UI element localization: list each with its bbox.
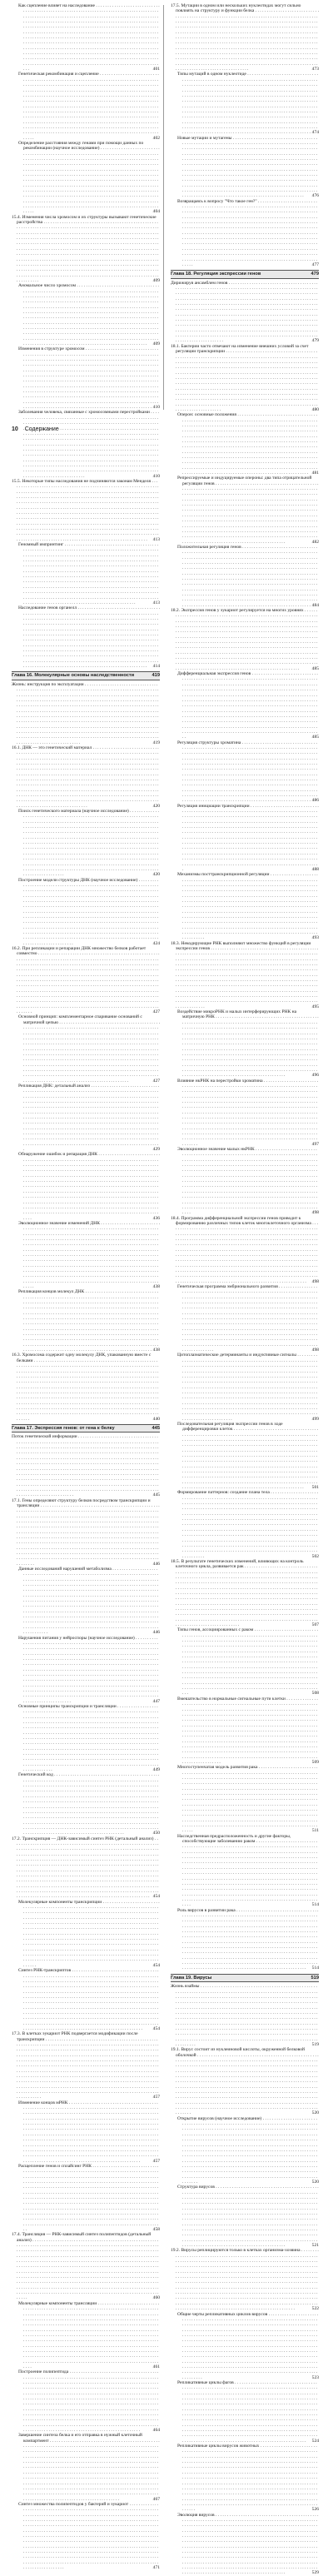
toc-subsection-entry[interactable]	[171, 412, 319, 476]
entry-page-number: 420	[152, 803, 160, 809]
entry-page-number: 498	[311, 1278, 319, 1284]
entry-page-number: 419	[152, 740, 160, 745]
toc-section-entry[interactable]	[12, 1836, 160, 1900]
entry-title: Построение модели структуры ДНК (научное исследование) . . .	[18, 878, 158, 946]
entry-title: 17.4. Трансляция — РНК-зависимый синтез полипептидов (детальный анализ) . . .	[12, 2232, 159, 2300]
toc-section-entry[interactable]	[12, 2031, 160, 2100]
entry-title: 15.5. Некоторые типы наследования не подчиняются законам Менделя . . .	[12, 479, 159, 542]
toc-subsection-entry[interactable]	[12, 1152, 160, 1220]
toc-section-entry[interactable]	[171, 1559, 319, 1627]
entry-page-number: 413	[152, 600, 160, 605]
entry-title: Генетический код . . .	[18, 1772, 159, 1836]
entry-title: Воздействие микроРНК и малых интерферирующих РНК на матричную РНК . . .	[177, 1009, 319, 1078]
entry-title: Возвращаясь к вопросу "Что такое ген?" . . .	[177, 199, 317, 267]
toc-subsection-entry[interactable]	[12, 1704, 160, 1772]
entry-title: Последовательная регуляция экспрессии генов в ходе дифференцировки клеток . . .	[177, 1422, 318, 1490]
entry-page-number: 446	[152, 1630, 160, 1636]
entry-title: Механизмы посттранскрипционной регуляции . . .	[177, 872, 318, 940]
entry-title: Расщепление генов и сплайсинг РНК . . .	[18, 2164, 158, 2232]
toc-subsection-entry[interactable]	[171, 2116, 319, 2185]
entry-page-number: 476	[311, 193, 319, 199]
entry-page-number: 509	[311, 1759, 319, 1765]
entry-page-number: 449	[152, 1767, 160, 1773]
toc-subsection-entry[interactable]	[12, 2502, 160, 2570]
entry-page-number: 440	[152, 1416, 160, 1422]
toc-subsection-entry[interactable]	[12, 2433, 160, 2501]
entry-page-number: 438	[152, 1284, 160, 1289]
toc-subsection-entry[interactable]	[171, 872, 319, 940]
toc-subsection-entry[interactable]	[12, 1221, 160, 1289]
entry-title: Положительная регуляция генов . . .	[177, 545, 317, 608]
toc-subsection-entry[interactable]	[12, 1900, 160, 1968]
chapter-title: Глава 17. Экспрессия генов: от гена к белку	[12, 1425, 115, 1431]
entry-page-number: 514	[311, 1966, 319, 1971]
entry-title: 18.1. Бактерии часто отвечают на изменение внешних условий за счет регуляции транскрипции . . .	[171, 344, 318, 412]
entry-title: 19.1. Вирус состоит из нуклеиновой кислоты, окруженной белковой оболочкой . . .	[171, 2047, 319, 2115]
toc-subsection-entry[interactable]	[12, 410, 160, 478]
page-number: 10	[12, 426, 18, 432]
running-title: Содержание	[24, 426, 59, 432]
entry-title: Поиск генетического материала (научное исследование) . . .	[18, 809, 159, 877]
entry-page-number: 477	[311, 262, 319, 267]
entry-title: Наследственная предрасположенность и другие факторы, способствующие заболеванию раком . . .	[177, 1834, 317, 1907]
toc-subsection-entry[interactable]	[171, 1147, 319, 1215]
entry-page-number: 524	[311, 2438, 319, 2444]
entry-page-number: 519	[311, 1975, 319, 1981]
entry-page-number: 498	[311, 1210, 319, 1216]
toc-subsection-entry[interactable]	[171, 1284, 319, 1353]
toc-subsection-entry[interactable]	[12, 1636, 160, 1704]
toc-subsection-entry[interactable]	[171, 136, 319, 199]
toc-subsection-entry[interactable]	[171, 199, 319, 267]
toc-subsection-entry[interactable]	[171, 1697, 319, 1765]
toc-section-entry[interactable]	[171, 2248, 319, 2311]
toc-section-entry[interactable]	[12, 1353, 160, 1421]
entry-title: Наследование генов органелл . . .	[18, 605, 160, 669]
entry-page-number: 520	[311, 2179, 319, 2185]
entry-title: 16.1. ДНК — это генетический материал . . .	[12, 745, 159, 809]
toc-subsection-entry[interactable]	[12, 346, 160, 410]
entry-title: Жизнь: инструкция по эксплуатации . . .	[12, 682, 159, 745]
entry-page-number: 480	[311, 406, 319, 412]
chapter-title: Глава 18. Регуляция экспрессии генов	[171, 272, 261, 277]
entry-title: Данные исследований нарушений метаболизма . . .	[18, 1567, 158, 1635]
entry-page-number: 404	[152, 209, 160, 215]
entry-page-number: 502	[311, 1553, 319, 1559]
toc-section-entry[interactable]	[171, 941, 319, 1009]
entry-page-number: 409	[152, 341, 160, 346]
toc-section-entry[interactable]	[12, 215, 160, 283]
entry-title: Оперон: основные положения . . .	[177, 412, 317, 476]
entry-title: Репликативные циклы фагов . . .	[177, 2380, 317, 2444]
entry-page-number: 485	[311, 665, 319, 671]
entry-page-number: 436	[152, 1215, 160, 1221]
toc-subsection-entry[interactable]	[171, 2513, 319, 2576]
entry-page-number: 420	[152, 872, 160, 878]
entry-title: Основной принцип: комплементарное спаривание оснований с матричной цепью . . .	[18, 1014, 160, 1083]
toc-subsection-entry[interactable]	[12, 809, 160, 877]
entry-page-number: 479	[311, 272, 319, 277]
entry-page-number: 473	[311, 67, 319, 72]
chapter-heading[interactable]	[171, 1974, 319, 1983]
entry-page-number: 457	[152, 2158, 160, 2164]
toc-section-entry[interactable]	[171, 1216, 319, 1284]
entry-page-number: 499	[311, 1416, 319, 1422]
toc-subsection-entry[interactable]	[12, 72, 160, 140]
toc-subsection-entry[interactable]	[12, 3, 160, 72]
entry-page-number: 474	[311, 130, 319, 136]
chapter-title: Глава 19. Вирусы	[171, 1975, 212, 1981]
chapter-heading[interactable]	[12, 671, 160, 680]
toc-section-entry[interactable]	[171, 2047, 319, 2115]
entry-title: Влияние нкРНК на перестройки хроматина . . .	[177, 1079, 318, 1147]
entry-page-number: 450	[152, 1831, 160, 1836]
entry-title: 17.1. Гены определяют структуру белков посредством транскрипции и трансляции . . .	[12, 1498, 160, 1567]
entry-title: Регуляция инициации транскрипции . . .	[177, 804, 319, 872]
entry-title: Формирование паттернов: создание плана тела . . .	[177, 1490, 318, 1558]
entry-title: Обнаружение ошибок и репарация ДНК . . .	[18, 1152, 160, 1220]
entry-page-number: 508	[311, 1691, 319, 1697]
toc-subsection-entry[interactable]	[12, 2164, 160, 2232]
entry-page-number: 486	[311, 798, 319, 804]
entry-title: Эволюционное значение изменений ДНК . . .	[18, 1221, 160, 1289]
entry-title: 18.3. Некодирующие РНК выполняют множество функций в регуляции экспрессии генов . . .	[171, 941, 318, 1009]
entry-title: 15.4. Изменения числа хромосом и их структуры вызывают генетические расстройства . . .	[12, 215, 159, 283]
entry-title: Молекулярные компоненты трансляции . . .	[18, 2301, 159, 2369]
toc-subsection-entry[interactable]	[171, 2444, 319, 2512]
entry-title: 17.3. В клетках эукариот РНК подвергается модификации после транскрипции . . .	[12, 2031, 159, 2100]
entry-title: Общие черты репликативных циклов вирусов . . .	[177, 2312, 318, 2380]
entry-title: Типы генов, ассоциированных с раком . . .	[177, 1627, 318, 1696]
entry-title: 18.5. В результате генетических изменений, влияющих на контроль клеточного цикла, развивается рак . . .	[171, 1559, 318, 1627]
toc-subsection-entry[interactable]	[12, 1968, 160, 2031]
entry-page-number: 507	[311, 1622, 319, 1627]
entry-page-number: 497	[311, 1141, 319, 1147]
entry-page-number: 479	[311, 338, 319, 344]
entry-title: Многоступенчатая модель развития рака . . .	[177, 1765, 318, 1833]
entry-page-number: 501	[311, 1485, 319, 1491]
entry-page-number: 471	[152, 2565, 160, 2570]
toc-subsection-entry[interactable]	[171, 2312, 319, 2380]
entry-title: Построение полипептида . . .	[18, 2369, 158, 2433]
entry-title: Заболевания человека, связанные с хромосомными перестройками . . .	[18, 410, 159, 478]
entry-title: Цитоплазматические детерминанты и индуктивные сигналы . . .	[177, 1353, 317, 1421]
entry-title: Репликация концов молекул ДНК . . .	[18, 1289, 158, 1353]
entry-title: Определение расстояния между генами при помощи данных по рекомбинации (научное исследование) . . .	[18, 141, 160, 214]
toc-subsection-entry[interactable]	[171, 740, 319, 804]
entry-page-number: 498	[311, 1348, 319, 1353]
entry-title: 17.5. Мутации в одном или нескольких нуклеотидах могут сильно повлиять на структуру и функции белка . . .	[171, 3, 319, 72]
entry-title: 18.2. Экспрессия генов у эукариот регулируется на многих уровнях . . .	[171, 608, 318, 671]
toc-right-column	[171, 3, 319, 2576]
toc-subsection-entry[interactable]	[171, 1079, 319, 1147]
chapter-title: Глава 16. Молекулярные основы наследственности	[12, 673, 135, 679]
entry-page-number: 410	[152, 405, 160, 411]
entry-page-number: 493	[311, 935, 319, 941]
entry-title: Генетическая рекомбинация и сцепление . . .	[18, 72, 159, 140]
toc-subsection-entry[interactable]	[12, 2301, 160, 2369]
toc-subsection-entry[interactable]	[171, 545, 319, 608]
entry-title: Вмешательство в нормальные сигнальные пути клетки . . .	[177, 1697, 318, 1765]
entry-page-number: 429	[152, 1147, 160, 1153]
entry-page-number: 529	[311, 2570, 319, 2576]
toc-section-entry[interactable]	[12, 1498, 160, 1567]
entry-page-number: 521	[311, 2243, 319, 2249]
toc-subsection-entry[interactable]	[171, 671, 319, 740]
entry-title: Геномный импринтинг . . .	[18, 542, 158, 605]
entry-page-number: 402	[152, 135, 160, 141]
entry-page-number: 414	[152, 663, 160, 669]
entry-page-number: 401	[152, 67, 160, 72]
toc-section-entry[interactable]	[12, 479, 160, 542]
entry-page-number: 460	[152, 2295, 160, 2301]
entry-title: Репрессируемые и индуцируемые опероны: два типа отрицательной регуляции генов . . .	[177, 476, 319, 544]
entry-page-number: 446	[152, 1561, 160, 1567]
toc-section-entry[interactable]	[12, 2232, 160, 2300]
toc-section-entry[interactable]	[12, 1434, 160, 1497]
column-divider	[163, 5, 164, 410]
entry-title: Регуляция структуры хроматина . . .	[177, 740, 317, 804]
entry-title: Роль вирусов в развитии рака . . .	[177, 1908, 319, 1971]
toc-section-entry[interactable]	[12, 745, 160, 809]
entry-title: Изменение концов мРНК . . .	[18, 2100, 158, 2164]
chapter-heading[interactable]	[12, 1424, 160, 1433]
entry-page-number: 438	[152, 1348, 160, 1353]
entry-page-number: 514	[311, 1902, 319, 1908]
entry-page-number: 457	[152, 2095, 160, 2100]
page-footer	[12, 426, 59, 432]
entry-title: Синтез множества полипептидов у бактерий и эукариот . . .	[18, 2502, 158, 2570]
toc-section-entry[interactable]	[12, 946, 160, 1014]
entry-title: Эволюционное значение малых нкРНК . . .	[177, 1147, 317, 1215]
entry-page-number: 520	[311, 2110, 319, 2116]
toc-subsection-entry[interactable]	[12, 2100, 160, 2164]
entry-page-number: 454	[152, 1894, 160, 1900]
toc-subsection-entry[interactable]	[12, 283, 160, 346]
toc-subsection-entry[interactable]	[171, 1765, 319, 1833]
entry-page-number: 419	[152, 673, 160, 679]
entry-page-number: 495	[311, 1004, 319, 1009]
entry-page-number: 458	[152, 2227, 160, 2232]
toc-subsection-entry[interactable]	[171, 1353, 319, 1421]
entry-title: Типы мутаций в одном нуклеотиде . . .	[177, 72, 318, 135]
entry-page-number: 409	[152, 277, 160, 283]
entry-page-number: 427	[152, 1078, 160, 1084]
entry-page-number: 427	[152, 1009, 160, 1015]
entry-title: Дифференциальная экспрессия генов . . .	[177, 671, 318, 740]
entry-title: Репликативные циклы вирусов животных . . .	[177, 2444, 317, 2512]
toc-subsection-entry[interactable]	[12, 141, 160, 215]
entry-title: Аномальное число хромосом . . .	[18, 283, 159, 346]
entry-page-number: 410	[152, 473, 160, 479]
entry-page-number: 519	[311, 2041, 319, 2047]
toc-subsection-entry[interactable]	[12, 1772, 160, 1836]
toc-subsection-entry[interactable]	[12, 542, 160, 605]
toc-subsection-entry[interactable]	[171, 804, 319, 872]
entry-page-number: 496	[311, 1073, 319, 1079]
toc-subsection-entry[interactable]	[171, 1627, 319, 1696]
entry-title: Как сцепление влияет на наследование . . .	[18, 3, 160, 72]
entry-page-number: 461	[152, 2364, 160, 2369]
toc-subsection-entry[interactable]	[171, 72, 319, 135]
entry-page-number: 511	[311, 1828, 319, 1834]
entry-page-number: 454	[152, 2025, 160, 2031]
toc-subsection-entry[interactable]	[12, 2369, 160, 2433]
toc-subsection-entry[interactable]	[12, 1567, 160, 1635]
entry-title: Молекулярные компоненты транскрипции . . .	[18, 1900, 160, 1968]
entry-page-number: 485	[311, 735, 319, 740]
toc-section-entry[interactable]	[171, 344, 319, 412]
toc-subsection-entry[interactable]	[12, 605, 160, 669]
toc-subsection-entry[interactable]	[171, 1834, 319, 1908]
entry-title: Изменения в структуре хромосом . . .	[18, 346, 158, 410]
toc-section-entry[interactable]	[171, 608, 319, 671]
entry-title: Открытие вирусов (научное исследование) . . .	[177, 2116, 317, 2185]
entry-page-number: 522	[311, 2306, 319, 2312]
toc-section-entry[interactable]	[171, 1984, 319, 2047]
entry-page-number: 484	[311, 602, 319, 608]
entry-title: Репликация ДНК: детальный анализ . . .	[18, 1084, 159, 1152]
toc-subsection-entry[interactable]	[12, 1289, 160, 1353]
toc-left-column	[12, 3, 160, 2570]
entry-title: Структура вирусов . . .	[177, 2185, 319, 2248]
entry-page-number: 467	[152, 2496, 160, 2502]
toc-subsection-entry[interactable]	[12, 878, 160, 946]
entry-page-number: 445	[152, 1492, 160, 1498]
chapter-heading[interactable]	[171, 270, 319, 279]
entry-title: Жизнь взаймы . . .	[171, 1984, 318, 2047]
toc-subsection-entry[interactable]	[12, 1014, 160, 1083]
entry-page-number: 526	[311, 2507, 319, 2513]
toc-section-entry[interactable]	[171, 3, 319, 72]
entry-page-number: 482	[311, 539, 319, 545]
entry-page-number: 445	[152, 1425, 160, 1431]
entry-title: 17.2. Транскрипция — ДНК-зависимый синтез РНК (детальный анализ) . . .	[12, 1836, 159, 1900]
entry-page-number: 488	[311, 866, 319, 872]
toc-subsection-entry[interactable]	[171, 476, 319, 544]
toc-section-entry[interactable]	[171, 281, 319, 344]
entry-title: Поток генетической информации . . .	[12, 1434, 159, 1497]
entry-title: 16.2. При репликации и репарации ДНК множество белков работает совместно . . .	[12, 946, 160, 1014]
entry-page-number: 464	[152, 2428, 160, 2434]
toc-subsection-entry[interactable]	[171, 1908, 319, 1971]
entry-title: 18.4. Программа дифференциальной экспрессии генов приводит к формированию различных типов клеток многоклеточного организма . . .	[171, 1216, 318, 1284]
toc-subsection-entry[interactable]	[171, 2185, 319, 2248]
entry-title: Эволюция вирусов . . .	[177, 2513, 318, 2576]
entry-title: Генетическая программа эмбрионального развития . . .	[177, 1284, 317, 1353]
entry-page-number: 413	[152, 536, 160, 542]
entry-title: Дирижируя ансамблем генов . . .	[171, 281, 318, 344]
entry-page-number: 454	[152, 1962, 160, 1968]
entry-page-number: 424	[152, 940, 160, 946]
entry-page-number: 523	[311, 2374, 319, 2380]
toc-subsection-entry[interactable]	[171, 1009, 319, 1078]
entry-title: Синтез РНК-транскриптов . . .	[18, 1968, 159, 2031]
entry-page-number: 447	[152, 1698, 160, 1704]
entry-title: Завершение синтеза белка и его отправка в нужный клеточный компартмент . . .	[18, 2433, 160, 2501]
entry-title: 16.3. Хромосома содержит одну молекулу ДНК, упакованную вместе с белками . . .	[12, 1353, 159, 1421]
toc-subsection-entry[interactable]	[171, 1422, 319, 1490]
entry-title: Основные принципы транскрипции и трансляции . . .	[18, 1704, 158, 1772]
toc-section-entry[interactable]	[12, 682, 160, 745]
entry-title: Нарушения питания у нейроспоры (научное исследование) . . .	[18, 1636, 158, 1704]
toc-subsection-entry[interactable]	[12, 1084, 160, 1152]
toc-subsection-entry[interactable]	[171, 1490, 319, 1558]
entry-title: 19.2. Вирусы реплицируются только в клетках организма-хозяина . . .	[171, 2248, 319, 2311]
entry-page-number: 481	[311, 471, 319, 476]
toc-subsection-entry[interactable]	[171, 2380, 319, 2444]
entry-title: Новые мутации и мутагены . . .	[177, 136, 317, 199]
